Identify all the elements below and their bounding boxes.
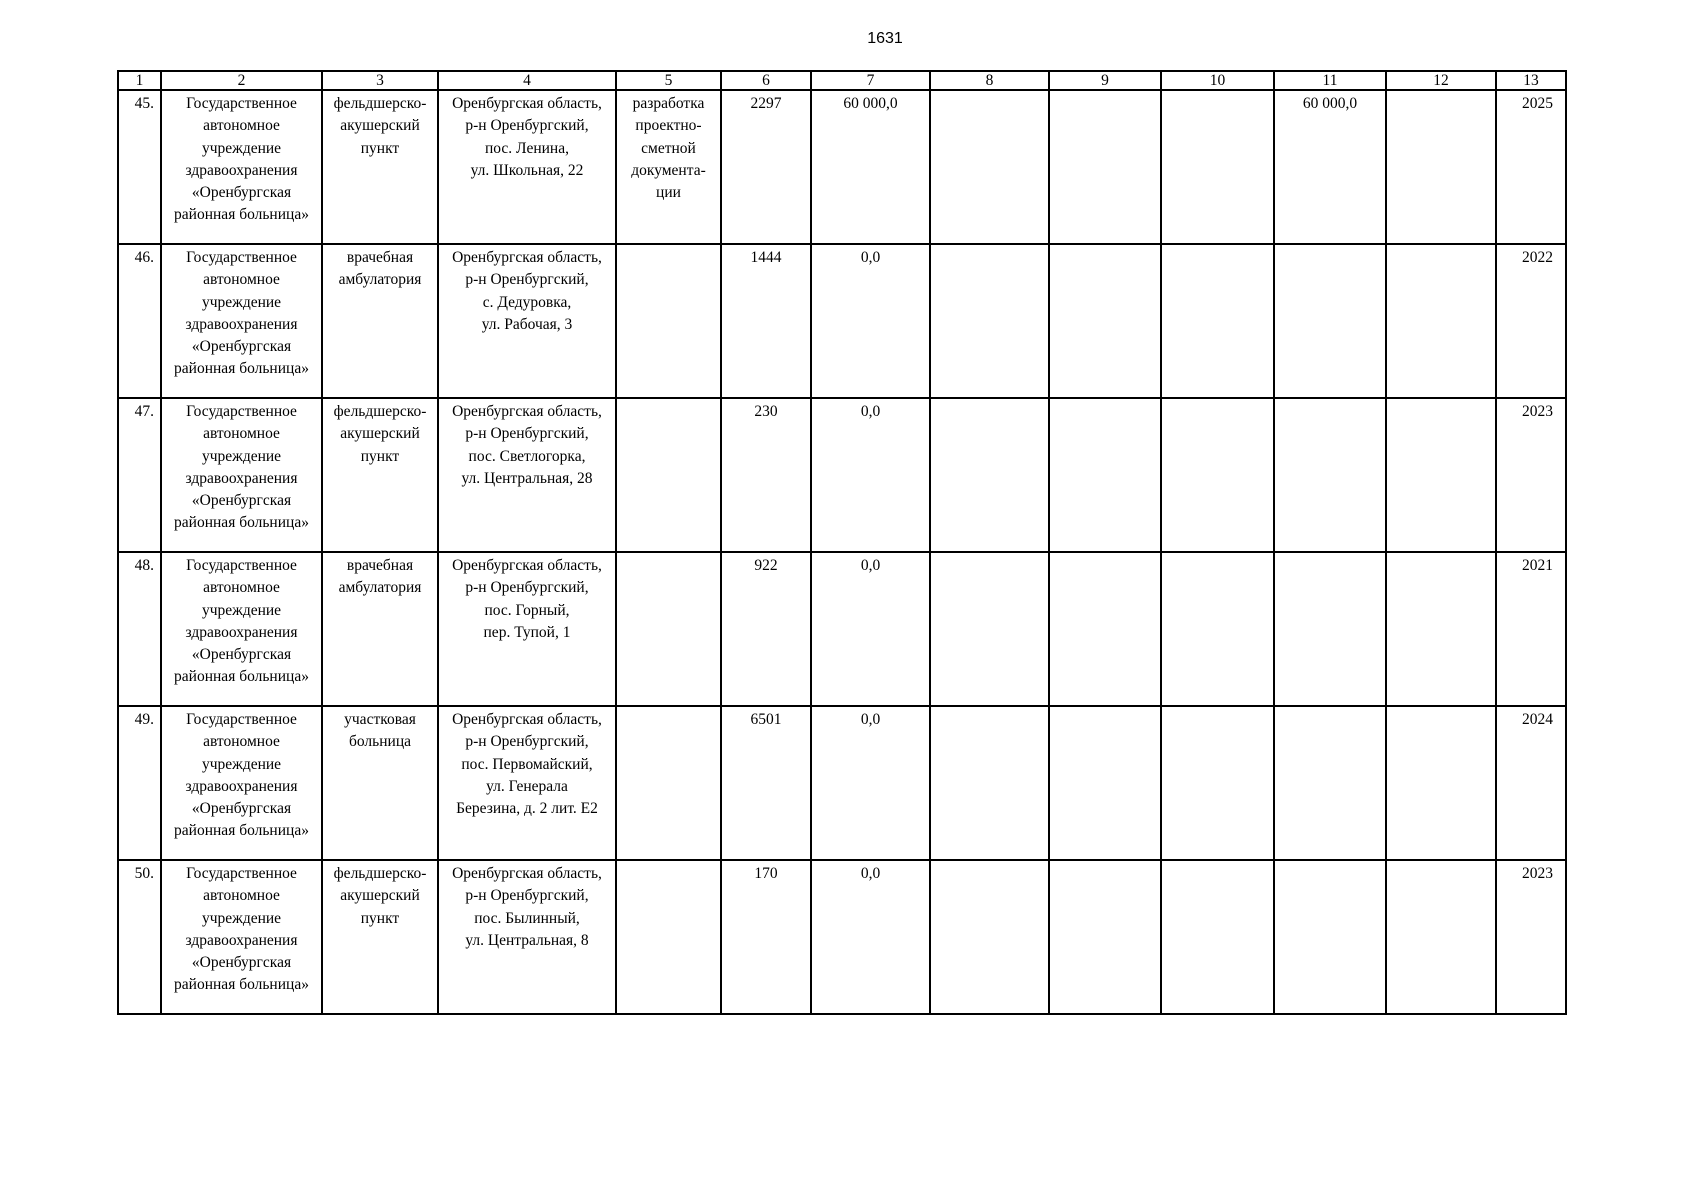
column-number: 9 — [1049, 71, 1161, 90]
col12-cell — [1386, 90, 1496, 244]
organization-cell: Государственное автономное учреждение здравоохранения «Оренбургская районная больница» — [161, 398, 322, 552]
col11-cell — [1274, 706, 1386, 860]
facility-type-cell: фельдшерско- акушерский пункт — [322, 398, 438, 552]
table-row — [118, 860, 1566, 1014]
table-row — [118, 398, 1566, 552]
col11-cell — [1274, 860, 1386, 1014]
col12-cell — [1386, 244, 1496, 398]
page-number: 1631 — [867, 30, 903, 47]
row-number: 49. — [118, 706, 161, 860]
organization-cell: Государственное автономное учреждение здравоохранения «Оренбургская районная больница» — [161, 552, 322, 706]
total-cost-cell: 0,0 — [811, 552, 930, 706]
work-type-cell — [616, 398, 721, 552]
address-cell: Оренбургская область, р-н Оренбургский, пос. Ленина, ул. Школьная, 22 — [438, 90, 616, 244]
column-number: 1 — [118, 71, 161, 90]
total-cost-cell: 60 000,0 — [811, 90, 930, 244]
col8-cell — [930, 552, 1049, 706]
col10-cell — [1161, 552, 1274, 706]
organization-cell: Государственное автономное учреждение здравоохранения «Оренбургская районная больница» — [161, 244, 322, 398]
column-number: 7 — [811, 71, 930, 90]
col12-cell — [1386, 706, 1496, 860]
work-type-cell — [616, 860, 721, 1014]
work-type-cell: разработка проектно- сметной документа- ции — [616, 90, 721, 244]
col8-cell — [930, 244, 1049, 398]
table-row — [118, 706, 1566, 860]
area-cell: 170 — [721, 860, 811, 1014]
column-number: 4 — [438, 71, 616, 90]
row-number: 50. — [118, 860, 161, 1014]
year-cell: 2024 — [1496, 706, 1566, 860]
col9-cell — [1049, 244, 1161, 398]
work-type-cell — [616, 706, 721, 860]
address-cell: Оренбургская область, р-н Оренбургский, пос. Первомайский, ул. Генерала Березина, д. 2 лит. Е2 — [438, 706, 616, 860]
col11-cell: 60 000,0 — [1274, 90, 1386, 244]
area-cell: 6501 — [721, 706, 811, 860]
column-number: 3 — [322, 71, 438, 90]
year-cell: 2025 — [1496, 90, 1566, 244]
col9-cell — [1049, 706, 1161, 860]
total-cost-cell: 0,0 — [811, 706, 930, 860]
column-number: 13 — [1496, 71, 1566, 90]
col9-cell — [1049, 860, 1161, 1014]
table-row — [118, 244, 1566, 398]
col10-cell — [1161, 398, 1274, 552]
year-cell: 2022 — [1496, 244, 1566, 398]
col12-cell — [1386, 552, 1496, 706]
total-cost-cell: 0,0 — [811, 860, 930, 1014]
table-row — [118, 552, 1566, 706]
col8-cell — [930, 860, 1049, 1014]
row-number: 45. — [118, 90, 161, 244]
column-number: 8 — [930, 71, 1049, 90]
register-table — [117, 70, 1567, 1015]
column-number: 2 — [161, 71, 322, 90]
address-cell: Оренбургская область, р-н Оренбургский, пос. Былинный, ул. Центральная, 8 — [438, 860, 616, 1014]
col9-cell — [1049, 90, 1161, 244]
organization-cell: Государственное автономное учреждение здравоохранения «Оренбургская районная больница» — [161, 860, 322, 1014]
col8-cell — [930, 398, 1049, 552]
total-cost-cell: 0,0 — [811, 244, 930, 398]
organization-cell: Государственное автономное учреждение здравоохранения «Оренбургская районная больница» — [161, 706, 322, 860]
area-cell: 1444 — [721, 244, 811, 398]
year-cell: 2023 — [1496, 860, 1566, 1014]
address-cell: Оренбургская область, р-н Оренбургский, с. Дедуровка, ул. Рабочая, 3 — [438, 244, 616, 398]
column-number: 11 — [1274, 71, 1386, 90]
facility-type-cell: врачебная амбулатория — [322, 244, 438, 398]
area-cell: 922 — [721, 552, 811, 706]
col11-cell — [1274, 398, 1386, 552]
row-number: 46. — [118, 244, 161, 398]
area-cell: 230 — [721, 398, 811, 552]
area-cell: 2297 — [721, 90, 811, 244]
col10-cell — [1161, 90, 1274, 244]
work-type-cell — [616, 244, 721, 398]
year-cell: 2021 — [1496, 552, 1566, 706]
col8-cell — [930, 706, 1049, 860]
col9-cell — [1049, 552, 1161, 706]
address-cell: Оренбургская область, р-н Оренбургский, пос. Светлогорка, ул. Центральная, 28 — [438, 398, 616, 552]
col12-cell — [1386, 860, 1496, 1014]
col11-cell — [1274, 244, 1386, 398]
row-number: 47. — [118, 398, 161, 552]
facility-type-cell: фельдшерско- акушерский пункт — [322, 860, 438, 1014]
column-number: 12 — [1386, 71, 1496, 90]
col8-cell — [930, 90, 1049, 244]
column-number: 6 — [721, 71, 811, 90]
facility-type-cell: фельдшерско- акушерский пункт — [322, 90, 438, 244]
row-number: 48. — [118, 552, 161, 706]
column-number: 10 — [1161, 71, 1274, 90]
column-number: 5 — [616, 71, 721, 90]
column-number-row — [118, 71, 1566, 90]
col10-cell — [1161, 860, 1274, 1014]
work-type-cell — [616, 552, 721, 706]
organization-cell: Государственное автономное учреждение здравоохранения «Оренбургская районная больница» — [161, 90, 322, 244]
col11-cell — [1274, 552, 1386, 706]
col9-cell — [1049, 398, 1161, 552]
facility-type-cell: участковая больница — [322, 706, 438, 860]
year-cell: 2023 — [1496, 398, 1566, 552]
address-cell: Оренбургская область, р-н Оренбургский, пос. Горный, пер. Тупой, 1 — [438, 552, 616, 706]
total-cost-cell: 0,0 — [811, 398, 930, 552]
col12-cell — [1386, 398, 1496, 552]
table-row — [118, 90, 1566, 244]
col10-cell — [1161, 706, 1274, 860]
col10-cell — [1161, 244, 1274, 398]
facility-type-cell: врачебная амбулатория — [322, 552, 438, 706]
